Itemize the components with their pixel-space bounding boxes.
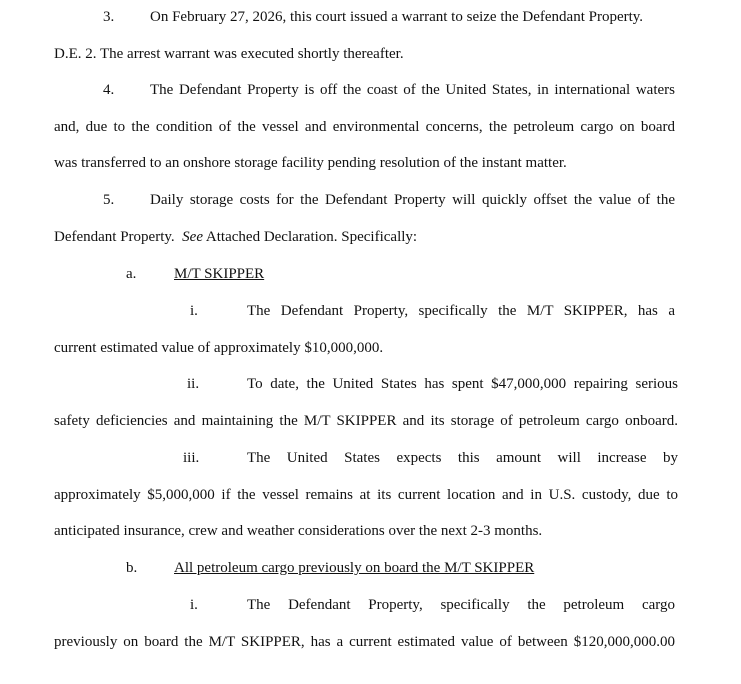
item-a-iii-line-3: [0, 520, 741, 542]
citation-signal: See: [182, 229, 203, 245]
paragraph-5-line-1: [0, 189, 741, 211]
item-a-ii-line-1: [0, 373, 741, 395]
item-a-iii-line-2: [0, 484, 741, 506]
paragraph-text: Daily storage costs for the Defendant Property will quickly offset the value of the: [150, 192, 675, 208]
item-a-i-line-2: [0, 337, 741, 359]
paragraph-4-line-1: [0, 79, 741, 101]
item-text: previously on board the M/T SKIPPER, has a current estimated value of between $120,000,000.00: [54, 634, 675, 650]
subsection-a-heading-line: [0, 263, 741, 285]
paragraph-number: 3.: [103, 9, 115, 25]
paragraph-text: and, due to the condition of the vessel and environmental concerns, the petroleum cargo on board: [54, 119, 675, 135]
paragraph-3-line-1: [0, 6, 741, 28]
paragraph-number: 5.: [103, 192, 115, 208]
item-a-i-line-1: [0, 300, 741, 322]
item-text: current estimated value of approximately $10,000,000.: [54, 340, 384, 356]
paragraph-5-line-2: [0, 226, 741, 248]
paragraph-4-line-3: [0, 152, 741, 174]
subsection-label: b.: [126, 560, 138, 576]
item-b-i-line-2: [0, 631, 741, 653]
subsection-label: a.: [126, 266, 137, 282]
item-a-iii-line-1: [0, 447, 741, 469]
text-run: Attached Declaration. Specifically:: [205, 229, 418, 245]
subsection-b-heading-line: [0, 557, 741, 579]
subsection-heading: M/T SKIPPER: [174, 266, 265, 282]
subsection-heading: All petroleum cargo previously on board the M/T SKIPPER: [174, 560, 535, 576]
paragraph-number: 4.: [103, 82, 115, 98]
paragraph-3-line-2: [0, 43, 741, 65]
item-text: To date, the United States has spent $47,000,000 repairing serious: [247, 376, 678, 392]
item-text: anticipated insurance, crew and weather considerations over the next 2-3 months.: [54, 523, 543, 539]
item-text: safety deficiencies and maintaining the M/T SKIPPER and its storage of petroleum cargo onboard.: [54, 413, 678, 429]
paragraph-4-line-2: [0, 116, 741, 138]
paragraph-text: The Defendant Property is off the coast of the United States, in international waters: [150, 82, 675, 98]
paragraph-text: [54, 226, 417, 248]
item-text: The Defendant Property, specifically the M/T SKIPPER, has a: [247, 303, 675, 319]
item-a-ii-line-2: [0, 410, 741, 432]
item-text: The United States expects this amount will increase by: [247, 450, 678, 466]
paragraph-text: On February 27, 2026, this court issued a warrant to seize the Defendant Property.: [150, 9, 644, 25]
text-run: Defendant Property.: [54, 229, 175, 245]
item-label: i.: [190, 303, 198, 319]
item-b-i-line-1: [0, 594, 741, 616]
paragraph-text: was transferred to an onshore storage facility pending resolution of the instant matter.: [54, 155, 567, 171]
paragraph-text: D.E. 2. The arrest warrant was executed shortly thereafter.: [54, 46, 404, 62]
item-label: iii.: [183, 450, 200, 466]
item-text: approximately $5,000,000 if the vessel remains at its current location and in U.S. custody, due to: [54, 487, 678, 503]
item-text: The Defendant Property, specifically the petroleum cargo: [247, 597, 675, 613]
item-label: i.: [190, 597, 198, 613]
item-label: ii.: [187, 376, 200, 392]
